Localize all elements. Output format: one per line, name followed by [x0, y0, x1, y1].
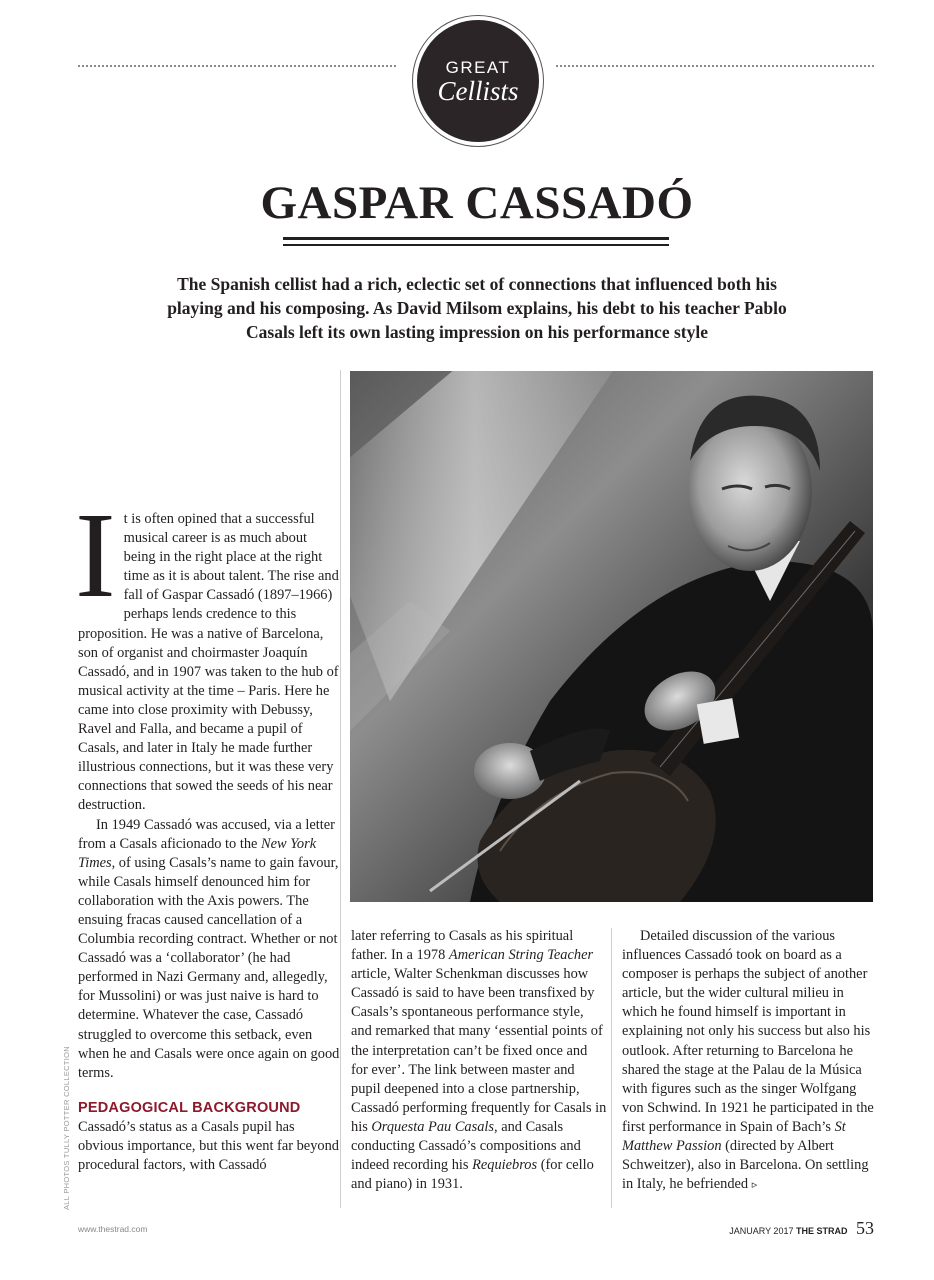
- cassado-portrait-photo: [350, 371, 873, 902]
- publication-title: American String Teacher: [448, 947, 594, 964]
- section-subhead: PEDAGOGICAL BACKGROUND: [78, 1099, 301, 1116]
- article-column-3: [622, 927, 874, 1195]
- headline-rule-thin: [283, 244, 669, 246]
- article-column-2: [351, 927, 607, 1194]
- article-paragraph-2: In 1949 Cassadó was accused, via a letter from a Casals aficionado to the New York Times, of using Casals’s name to gain favour, while Casals himself denounced him for collaboration with the Axis powers. The ensuing fracas caused cancellation of a Columbia recording contract. Whether or not Cassadó was a ‘collaborator’ (he had performed in Nazi Germany and, allegedly, for Mussolini) or was just naive is hard to determine. Whatever the case, Cassadó struggled to overcome this setback, even when he and Casals were once again on good terms.: [78, 816, 340, 1081]
- headline-rule-thick: [283, 237, 669, 240]
- article-paragraph-5: Detailed discussion of the various influences Cassadó took on board as a composer is perhaps the subject of another article, but the wider cultural milieu in which he found himself is important in explaining not only his success but also his outlook. After returning to Barcelona he shared the stage at the Palau de la Música with figures such as the singer Wolfgang von Schwind. In 1921 he participated in the first performance in Spain of Bach’s St Matthew Passion (directed by Albert Schweitzer), also in Barcelona. On settling in Italy, he befriended ▹: [622, 928, 874, 1193]
- standfirst: The Spanish cellist had a rich, eclectic set of connections that influenced both his playing and his composing. As David Milsom explains, his debt to his teacher Pablo Casals left its own lasting impression on his performance style: [167, 274, 787, 342]
- footer-issue: JANUARY 2017: [729, 1226, 794, 1236]
- drop-cap: I: [75, 488, 116, 623]
- footer-folio: [729, 1218, 874, 1239]
- work-title: St Matthew Passion: [622, 1118, 846, 1155]
- header-dotted-rule-right: [556, 65, 874, 67]
- series-badge: [417, 20, 539, 142]
- header-dotted-rule-left: [78, 65, 396, 67]
- article-column-1: [75, 488, 340, 1175]
- series-badge-top: GREAT: [445, 58, 511, 77]
- orchestra-name: Orquesta Pau Casals: [371, 1118, 495, 1135]
- article-paragraph-4: later referring to Casals as his spiritual father. In a 1978 American String Teacher article, Walter Schenkman discusses how Cassadó is said to have been transfixed by Casals’s spontaneous performance style, and remarked that many ‘essential points of the interpretation can’t be fixed once and for ever’. The link between master and pupil deepened into a close partnership, Cassadó performing frequently for Casals in his Orquesta Pau Casals, and Casals conducting Cassadó’s compositions and indeed recording his Requiebros (for cello and piano) in 1931.: [351, 928, 607, 1193]
- work-title: Requiebros: [472, 1157, 538, 1174]
- publication-title: New York Times: [78, 835, 317, 871]
- footer-magazine: THE STRAD: [795, 1226, 848, 1236]
- article-headline: GASPAR CASSADÓ: [260, 177, 694, 229]
- article-paragraph-1: t is often opined that a successful musical career is as much about being in the right place at the right time as it is about talent. The rise and fall of Gaspar Cassadó (1897–1966) perhaps lends credence to this proposition. He was a native of Barcelona, son of organist and choirmaster Joaquín Cassadó, and in 1907 was taken to the hub of musical activity at the time – Paris. Here he came into close proximity with Debussy, Ravel and Falla, and became a pupil of Casals, and later in Italy he made further illustrious connections, but it was these very connections that sowed the seeds of his near destruction.: [78, 511, 339, 814]
- photo-credit: ALL PHOTOS TULLY POTTER COLLECTION: [62, 1046, 71, 1210]
- continued-arrow-icon: ▹: [751, 1179, 758, 1192]
- column-divider-2: [611, 928, 612, 1208]
- page-number: 53: [856, 1218, 874, 1238]
- cellist-photo-illustration: [350, 371, 873, 902]
- footer-website: www.thestrad.com: [78, 1224, 148, 1234]
- column-divider-1: [340, 370, 341, 1208]
- series-badge-bottom: Cellists: [437, 76, 519, 106]
- article-paragraph-3: Cassadó’s status as a Casals pupil has obvious importance, but this went far beyond procedural factors, with Cassadó: [78, 1118, 339, 1174]
